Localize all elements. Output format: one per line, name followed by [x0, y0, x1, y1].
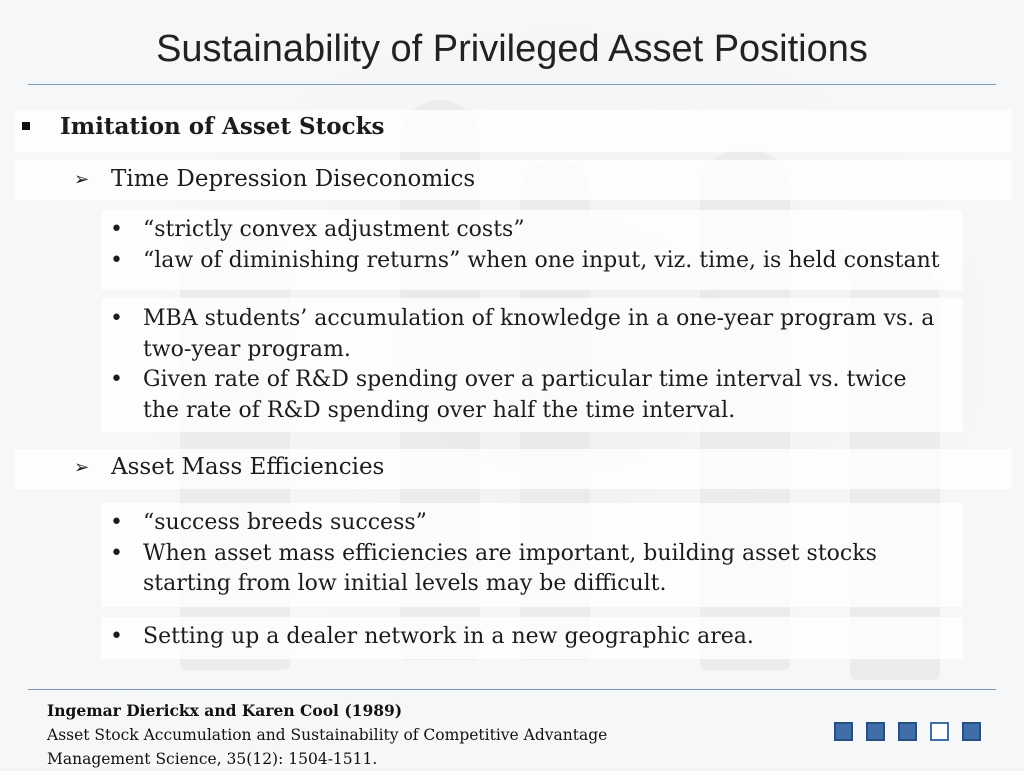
bullet-group: [110, 508, 940, 600]
round-bullet-icon: •: [110, 540, 123, 566]
bullet-text: Setting up a dealer network in a new geographic area.: [143, 624, 754, 649]
list-item: [110, 365, 940, 426]
square-bullet-icon: [22, 122, 30, 130]
title-divider: [28, 84, 996, 85]
round-bullet-icon: •: [110, 510, 123, 535]
bullet-group: [110, 304, 940, 426]
list-item: [110, 508, 940, 539]
nav-button-2[interactable]: [866, 722, 885, 741]
list-item: [110, 304, 940, 365]
section-label: Asset Mass Efficiencies: [111, 454, 385, 480]
nav-button-1[interactable]: [834, 722, 853, 741]
round-bullet-icon: •: [110, 247, 123, 273]
bullet-text: When asset mass efficiencies are important, building asset stocks starting from low initial levels may be difficult.: [143, 540, 877, 596]
slide-title: Sustainability of Privileged Asset Positions: [156, 28, 868, 70]
list-item: [110, 622, 940, 653]
citation-title: Asset Stock Accumulation and Sustainability of Competitive Advantage: [47, 726, 608, 744]
round-bullet-icon: •: [110, 367, 123, 392]
bullet-text: MBA students’ accumulation of knowledge in a one-year program vs. a two-year program.: [143, 306, 935, 362]
round-bullet-icon: •: [110, 624, 123, 649]
slide-navigation: [834, 722, 981, 741]
bullet-group: [110, 215, 940, 276]
citation: [47, 699, 607, 771]
citation-authors: Ingemar Dierickx and Karen Cool (1989): [47, 701, 403, 720]
bullet-text: “strictly convex adjustment costs”: [143, 217, 525, 242]
arrow-bullet-icon: ➢: [74, 457, 90, 478]
list-item: [110, 215, 940, 246]
section-label: Time Depression Diseconomics: [111, 166, 476, 192]
round-bullet-icon: •: [110, 306, 123, 331]
nav-button-3[interactable]: [898, 722, 917, 741]
nav-button-4-current[interactable]: [930, 722, 949, 741]
bullet-text: “success breeds success”: [143, 510, 427, 535]
arrow-bullet-icon: ➢: [74, 169, 90, 190]
round-bullet-icon: •: [110, 217, 123, 242]
bullet-group: [110, 622, 940, 653]
list-item: [110, 246, 940, 277]
heading-text: Imitation of Asset Stocks: [60, 113, 385, 140]
bullet-text: Given rate of R&D spending over a particular time interval vs. twice the rate of R&D spending over half the time interval.: [143, 367, 907, 423]
list-item: [110, 539, 940, 600]
bullet-text: “law of diminishing returns” when one input, viz. time, is held constant: [143, 247, 940, 273]
footer-divider: [28, 689, 996, 690]
nav-button-5[interactable]: [962, 722, 981, 741]
citation-journal: Management Science, 35(12): 1504-1511.: [47, 750, 378, 768]
